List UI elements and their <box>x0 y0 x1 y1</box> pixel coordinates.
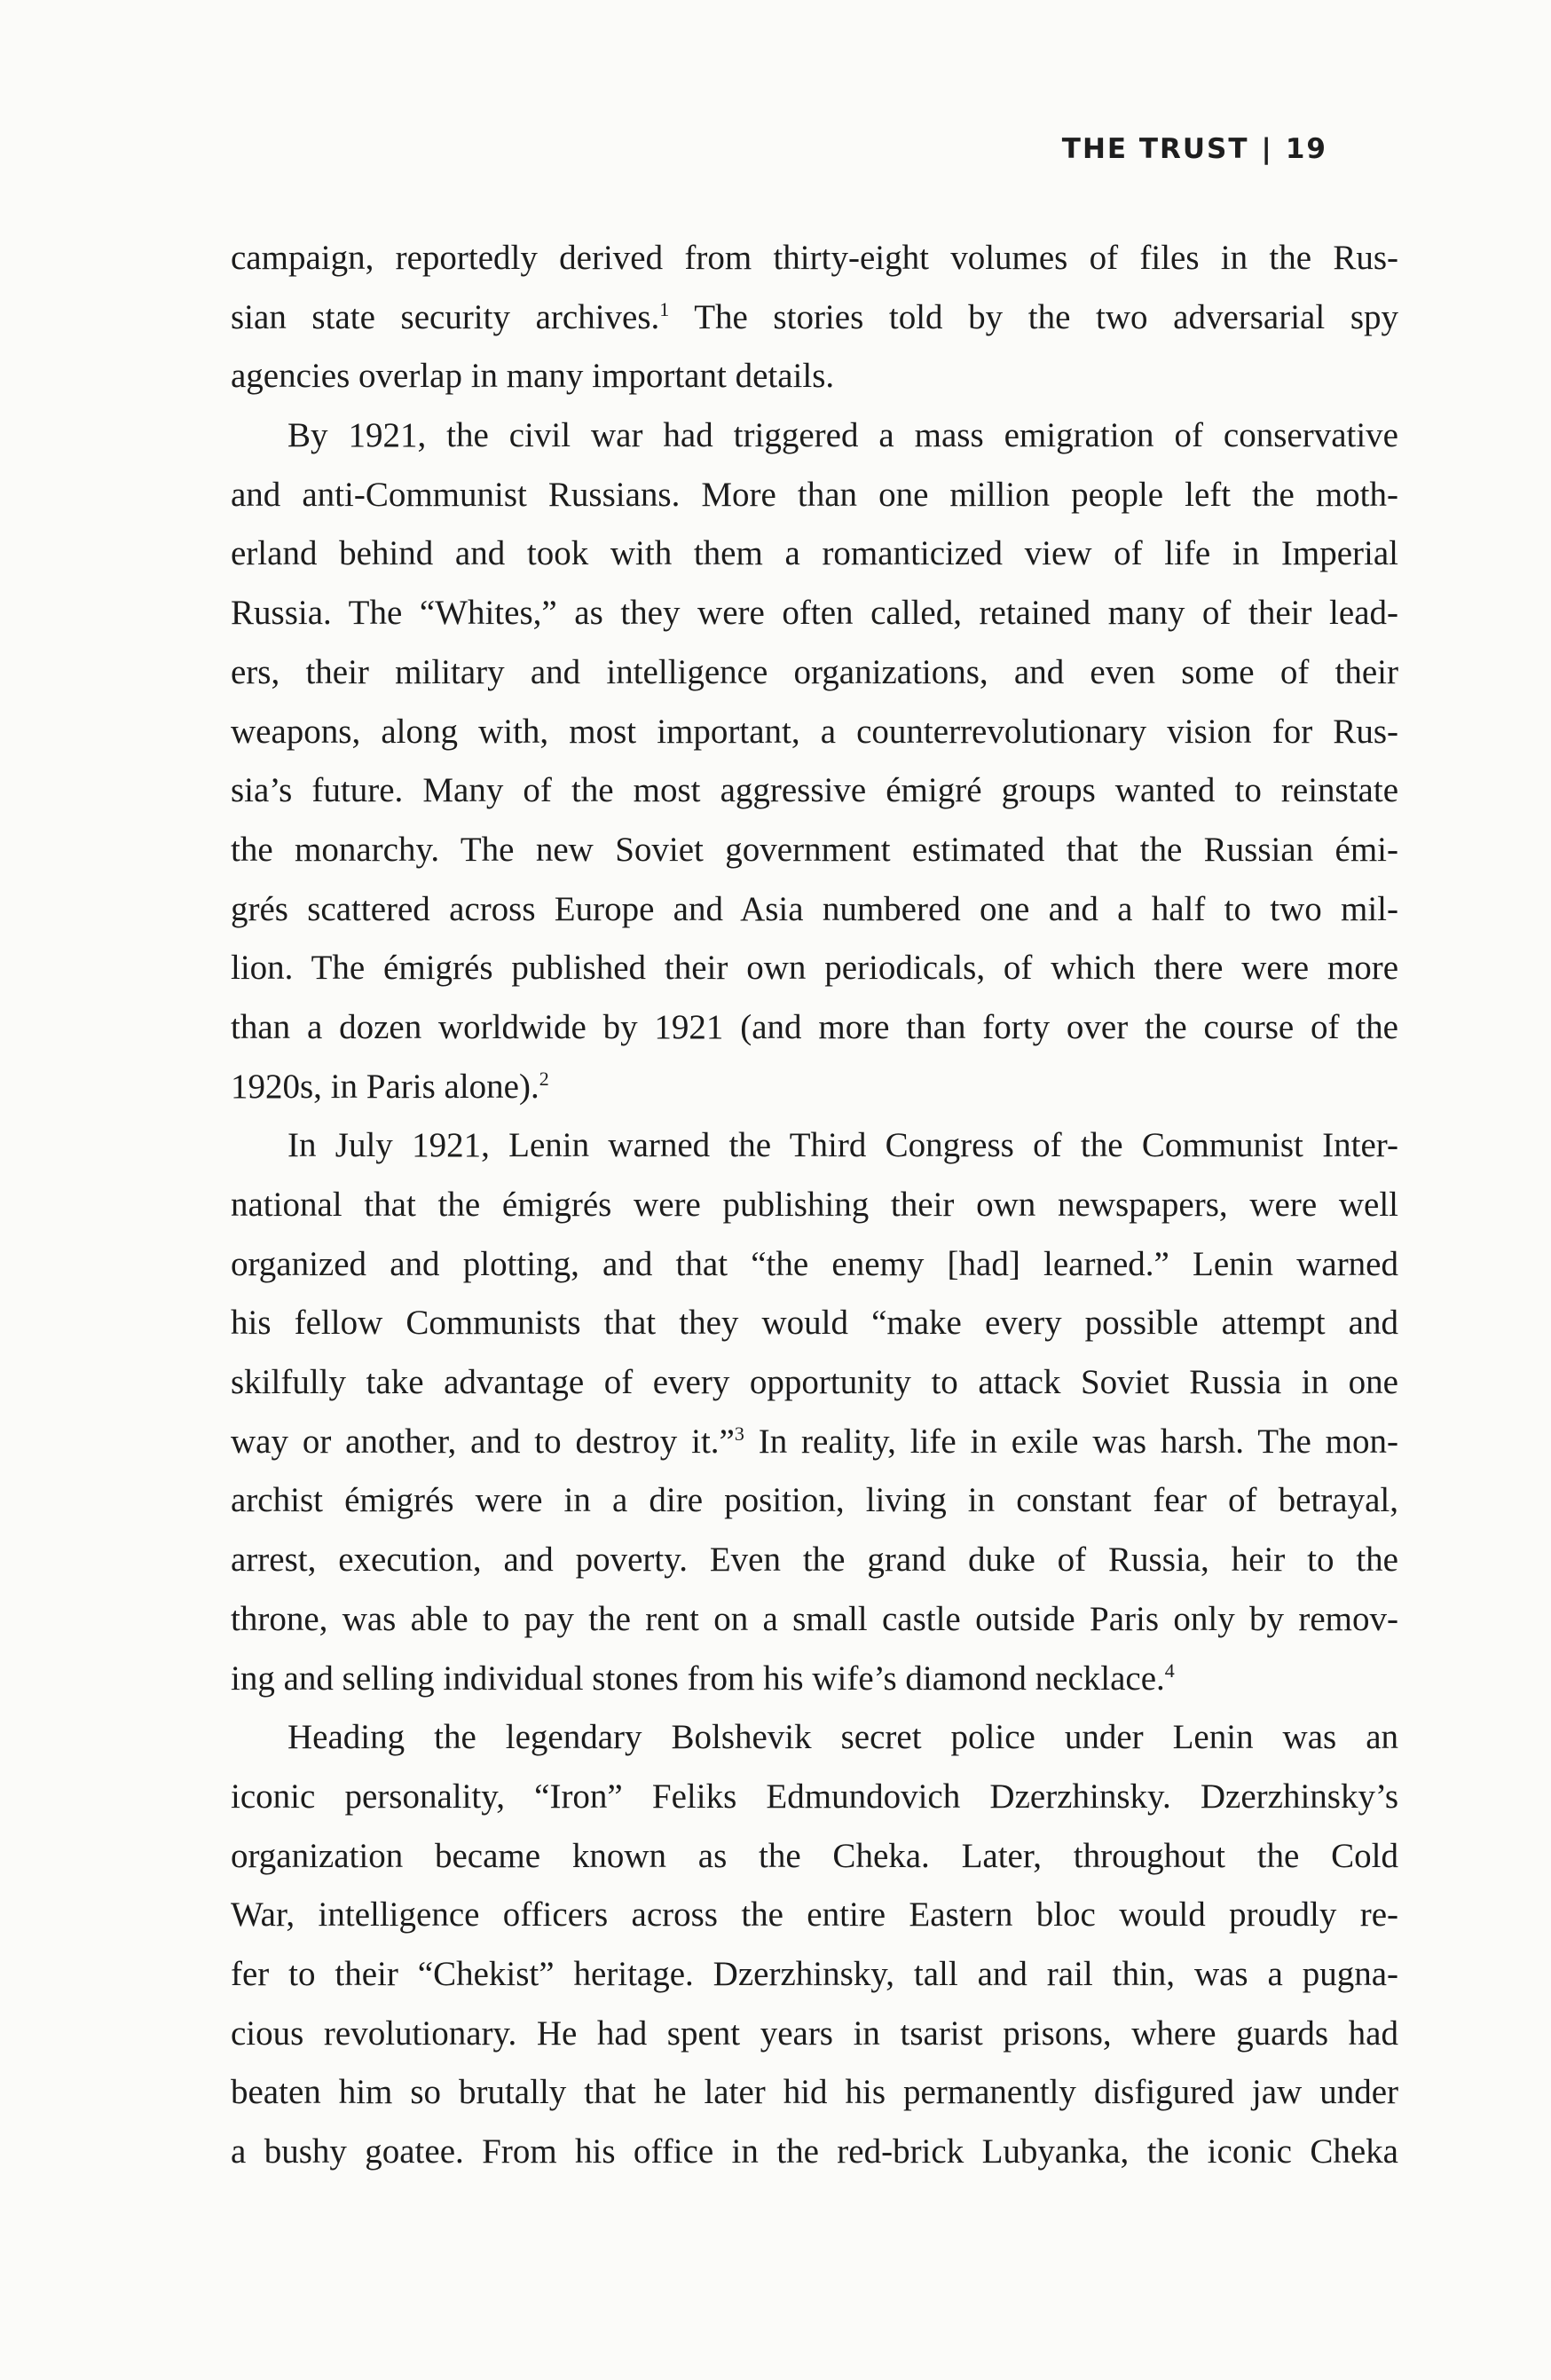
text-segment: agencies overlap in many important details. <box>231 357 835 396</box>
text-segment: Heading the legendary Bolshevik secret police under Lenin was an <box>287 1718 1398 1757</box>
text-line <box>231 466 1398 525</box>
text-line <box>231 2123 1398 2182</box>
text-line <box>231 1058 1398 1117</box>
text-segment: Russia. The “Whites,” as they were often called, retained many of their lead- <box>231 594 1398 633</box>
text-segment: ers, their military and intelligence organizations, and even some of their <box>231 652 1398 691</box>
text-segment: and anti-Communist Russians. More than one million people left the moth- <box>231 475 1398 514</box>
text-line <box>231 643 1398 703</box>
text-segment: than a dozen worldwide by 1921 (and more than forty over the course of the <box>231 1007 1398 1046</box>
text-segment: grés scattered across Europe and Asia numbered one and a half to two mil- <box>231 889 1398 928</box>
text-segment: iconic personality, “Iron” Feliks Edmundovich Dzerzhinsky. Dzerzhinsky’s <box>231 1777 1398 1816</box>
text-line <box>231 2005 1398 2064</box>
footnote-marker[interactable]: 3 <box>734 1422 744 1445</box>
text-segment: sia’s future. Many of the most aggressive émigré groups wanted to reinstate <box>231 771 1398 810</box>
text-line <box>231 1708 1398 1768</box>
text-line <box>231 998 1398 1058</box>
text-line <box>231 1176 1398 1235</box>
text-line <box>231 406 1398 466</box>
page-number: 19 <box>1285 133 1327 165</box>
footnote-marker[interactable]: 2 <box>539 1067 549 1090</box>
text-line <box>231 1471 1398 1531</box>
text-line <box>231 761 1398 821</box>
text-segment: erland behind and took with them a romanticized view of life in Imperial <box>231 534 1398 573</box>
body-text <box>231 229 1398 2182</box>
footnote-marker[interactable]: 4 <box>1164 1659 1175 1682</box>
text-segment: In reality, life in exile was harsh. The mon- <box>744 1422 1399 1461</box>
text-segment: War, intelligence officers across the entire Eastern bloc would proudly re- <box>231 1895 1398 1935</box>
text-line <box>231 1945 1398 2005</box>
text-line <box>231 347 1398 406</box>
text-segment: sian state security archives. <box>231 297 660 336</box>
running-head-separator: | <box>1261 133 1273 165</box>
text-segment: archist émigrés were in a dire position, living in constant fear of betrayal, <box>231 1481 1398 1520</box>
text-line <box>231 1590 1398 1650</box>
text-line <box>231 821 1398 880</box>
text-segment: organized and plotting, and that “the enemy [had] learned.” Lenin warned <box>231 1244 1398 1283</box>
running-head-title: THE TRUST <box>1061 133 1249 165</box>
text-segment: beaten him so brutally that he later hid his permanently disfigured jaw under <box>231 2073 1398 2112</box>
text-line <box>231 524 1398 584</box>
text-line <box>231 703 1398 762</box>
paragraph <box>231 229 1398 406</box>
text-segment: weapons, along with, most important, a counterrevolutionary vision for Rus- <box>231 712 1398 751</box>
text-line <box>231 2063 1398 2123</box>
running-head <box>1062 133 1327 165</box>
text-line <box>231 1413 1398 1472</box>
text-segment: skilfully take advantage of every opportunity to attack Soviet Russia in one <box>231 1363 1398 1402</box>
footnote-marker[interactable]: 1 <box>659 297 670 320</box>
paragraph <box>231 1116 1398 1708</box>
text-line <box>231 1827 1398 1887</box>
text-line <box>231 229 1398 288</box>
paragraph <box>231 406 1398 1116</box>
text-segment: lion. The émigrés published their own periodicals, of which there were more <box>231 949 1398 988</box>
text-segment: a bushy goatee. From his office in the red-brick Lubyanka, the iconic Cheka <box>231 2132 1398 2171</box>
text-segment: arrest, execution, and poverty. Even the grand duke of Russia, heir to the <box>231 1541 1398 1580</box>
text-line <box>231 1353 1398 1413</box>
text-segment: organization became known as the Cheka. Later, throughout the Cold <box>231 1836 1398 1875</box>
text-segment: The stories told by the two adversarial spy <box>669 297 1398 336</box>
text-segment: the monarchy. The new Soviet government estimated that the Russian émi- <box>231 830 1398 869</box>
text-line <box>231 1116 1398 1176</box>
text-segment: 1920s, in Paris alone). <box>231 1067 539 1106</box>
text-segment: his fellow Communists that they would “make every possible attempt and <box>231 1304 1398 1343</box>
text-line <box>231 1294 1398 1353</box>
text-line <box>231 1650 1398 1709</box>
text-segment: way or another, and to destroy it.” <box>231 1422 735 1461</box>
text-line <box>231 584 1398 643</box>
text-line <box>231 939 1398 998</box>
text-line <box>231 1886 1398 1945</box>
text-segment: In July 1921, Lenin warned the Third Congress of the Communist Inter- <box>287 1126 1398 1165</box>
text-line <box>231 1235 1398 1295</box>
text-line <box>231 1768 1398 1827</box>
text-line <box>231 880 1398 940</box>
text-segment: national that the émigrés were publishing their own newspapers, were well <box>231 1186 1398 1224</box>
text-segment: ing and selling individual stones from his wife’s diamond necklace. <box>231 1659 1165 1698</box>
text-segment: By 1921, the civil war had triggered a mass emigration of conservative <box>287 416 1398 455</box>
paragraph <box>231 1708 1398 2182</box>
text-segment: fer to their “Chekist” heritage. Dzerzhinsky, tall and rail thin, was a pugna- <box>231 1954 1398 1993</box>
text-segment: cious revolutionary. He had spent years in tsarist prisons, where guards had <box>231 2014 1398 2053</box>
text-line <box>231 288 1398 348</box>
text-segment: campaign, reportedly derived from thirty-eight volumes of files in the Rus- <box>231 239 1398 277</box>
text-segment: throne, was able to pay the rent on a small castle outside Paris only by remov- <box>231 1599 1398 1638</box>
text-line <box>231 1531 1398 1590</box>
